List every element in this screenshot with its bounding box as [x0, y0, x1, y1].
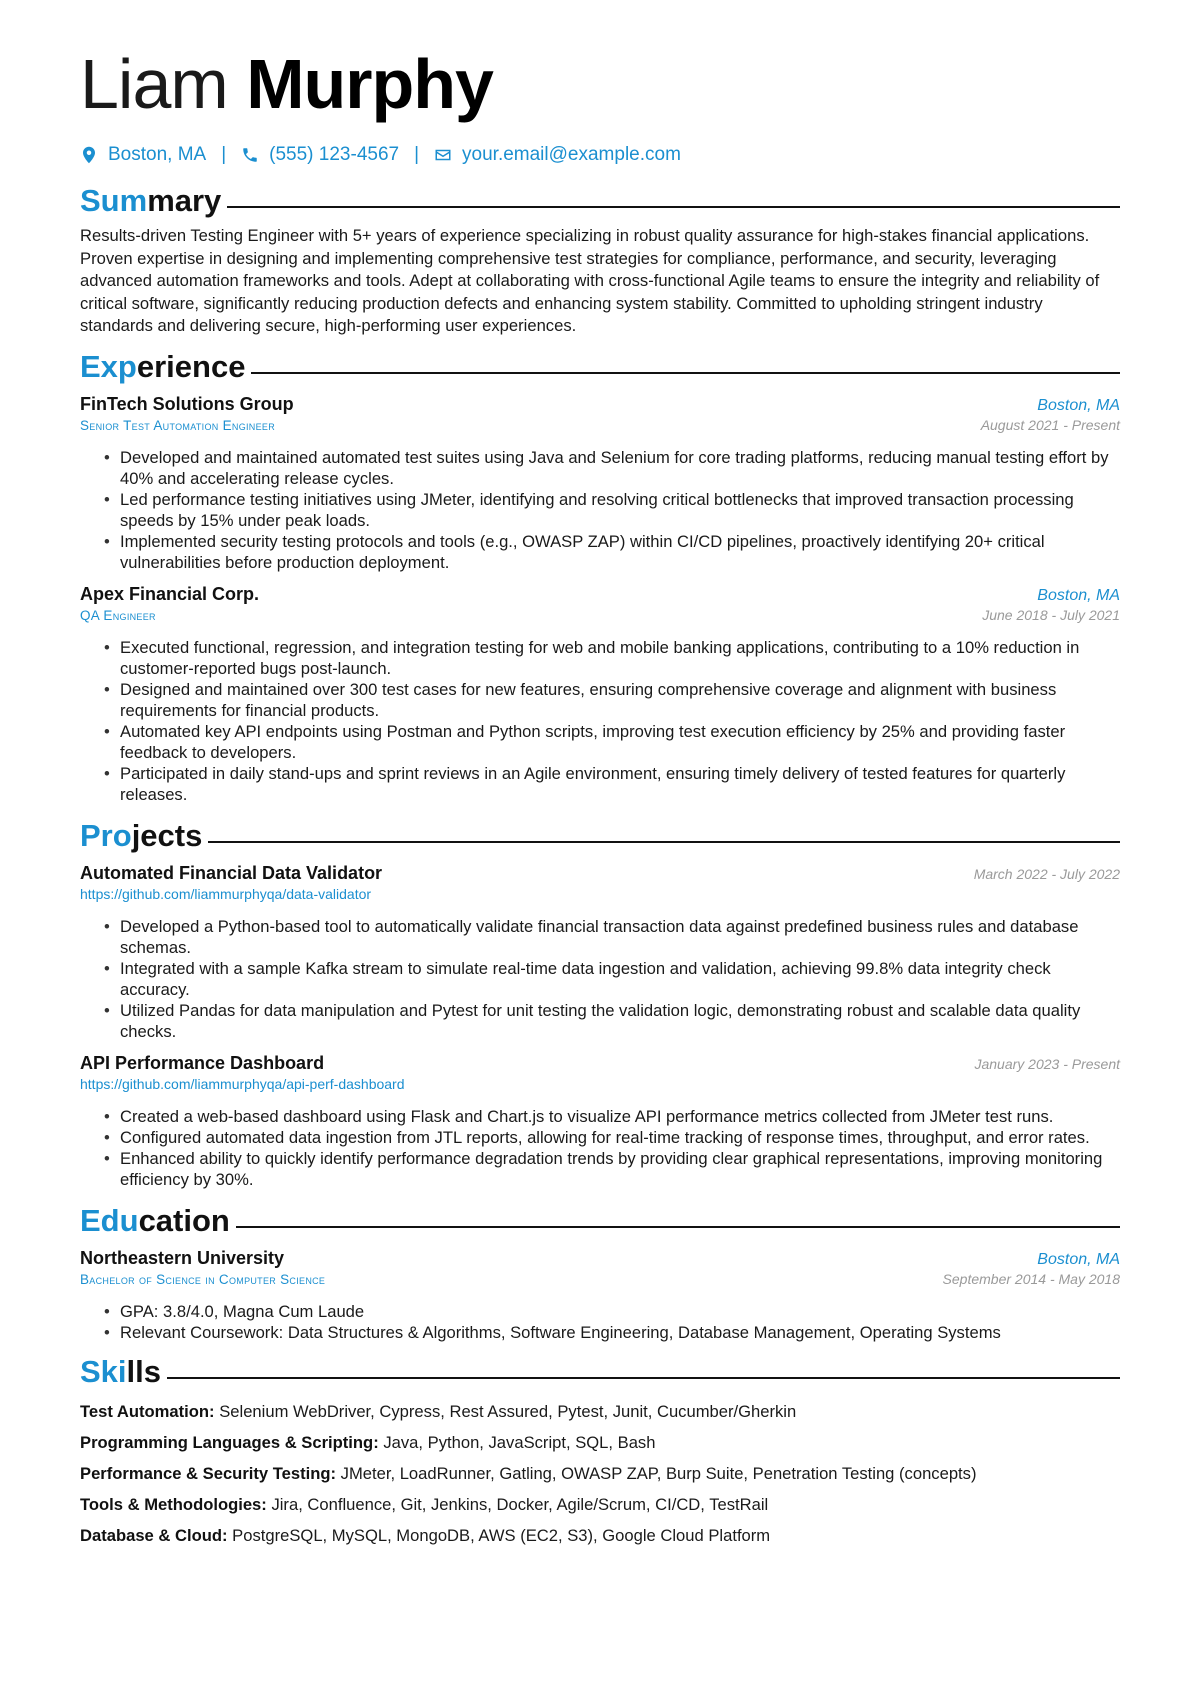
job-location: Boston, MA [1037, 586, 1120, 604]
bullet-item: • Developed and maintained automated test suites using Java and Selenium for core trading platforms, reducing manual testing effort by 40% and accelerating release cycles. [120, 447, 1120, 489]
bullet-item: • Automated key API endpoints using Postman and Python scripts, improving test execution efficiency by 25% and providing faster feedback to developers. [120, 721, 1120, 763]
skill-value: Jira, Confluence, Git, Jenkins, Docker, Agile/Scrum, CI/CD, TestRail [271, 1494, 769, 1514]
degree-title: Bachelor of Science in Computer Science [80, 1271, 326, 1287]
bullet-item: • Enhanced ability to quickly identify performance degradation trends by providing clear graphical representations, improving monitoring efficiency by 30%. [120, 1148, 1120, 1190]
heading-rest: lls [126, 1353, 161, 1389]
project-dates: March 2022 - July 2022 [973, 865, 1120, 882]
bullet-item: • Implemented security testing protocols and tools (e.g., OWASP ZAP) within CI/CD pipelines, proactively identifying 20+ critical vulnerabilities before production deployment. [120, 531, 1120, 573]
bullet-list [80, 1301, 1120, 1343]
bullet-item: • Created a web-based dashboard using Flask and Chart.js to visualize API performance metrics collected from JMeter test runs. [120, 1106, 1120, 1127]
job-dates: June 2018 - July 2021 [982, 606, 1120, 623]
school-name: Northeastern University [80, 1247, 285, 1268]
heading-accent: Pro [80, 817, 132, 853]
education-entry [80, 1248, 1120, 1343]
project-entry [80, 1053, 1120, 1190]
heading-rule [227, 206, 1120, 208]
contact-line [80, 144, 1120, 166]
education-dates: September 2014 - May 2018 [942, 1270, 1120, 1287]
skill-value: JMeter, LoadRunner, Gatling, OWASP ZAP, Burp Suite, Penetration Testing (concepts) [340, 1463, 977, 1483]
project-dates: January 2023 - Present [974, 1055, 1120, 1072]
heading-rule [251, 372, 1120, 374]
contact-phone[interactable] [241, 144, 399, 166]
bullet-list [80, 637, 1120, 805]
resume-page [80, 0, 1120, 1556]
experience-entry [80, 394, 1120, 573]
resume-header [80, 0, 1120, 166]
envelope-icon [434, 145, 452, 165]
last-name: Murphy [246, 45, 493, 123]
heading-rest: jects [131, 817, 203, 853]
heading-rest: erience [136, 348, 246, 384]
contact-email[interactable] [434, 144, 681, 166]
job-title: QA Engineer [80, 607, 156, 623]
project-title: Automated Financial Data Validator [80, 862, 383, 883]
heading-rest: cation [138, 1202, 230, 1238]
heading-rule [236, 1226, 1120, 1228]
skill-value: PostgreSQL, MySQL, MongoDB, AWS (EC2, S3), Google Cloud Platform [232, 1525, 771, 1545]
skill-row [80, 1525, 1120, 1547]
bullet-item: • GPA: 3.8/4.0, Magna Cum Laude [120, 1301, 1120, 1322]
skill-value: Java, Python, JavaScript, SQL, Bash [383, 1432, 656, 1452]
project-link[interactable]: https://github.com/liammurphyqa/data-validator [80, 885, 372, 902]
project-entry [80, 863, 1120, 1042]
school-location: Boston, MA [1037, 1250, 1120, 1268]
heading-rule [167, 1377, 1120, 1379]
projects-heading [80, 817, 1120, 855]
bullet-item: • Designed and maintained over 300 test cases for new features, ensuring comprehensive coverage and alignment with business requirements for financial products. [120, 679, 1120, 721]
skill-label: Tools & Methodologies: [80, 1494, 267, 1514]
education-heading [80, 1202, 1120, 1240]
contact-location [80, 144, 206, 166]
map-pin-icon [80, 145, 98, 165]
first-name: Liam [80, 45, 228, 123]
skill-row [80, 1401, 1120, 1423]
phone-text: (555) 123-4567 [269, 144, 400, 165]
contact-separator: | [221, 144, 227, 165]
skill-label: Programming Languages & Scripting: [80, 1432, 379, 1452]
skills-heading [80, 1353, 1120, 1391]
phone-icon [241, 145, 259, 165]
bullet-item: • Executed functional, regression, and integration testing for web and mobile banking applications, contributing to a 10% reduction in customer-reported bugs post-launch. [120, 637, 1120, 679]
heading-accent: Exp [80, 348, 137, 384]
job-title: Senior Test Automation Engineer [80, 417, 275, 433]
company-name: Apex Financial Corp. [80, 583, 260, 604]
skill-label: Performance & Security Testing: [80, 1463, 337, 1483]
skill-row [80, 1432, 1120, 1454]
skill-label: Database & Cloud: [80, 1525, 228, 1545]
bullet-item: • Integrated with a sample Kafka stream to simulate real-time data ingestion and validation, achieving 99.8% data integrity check accuracy. [120, 958, 1120, 1000]
bullet-item: • Led performance testing initiatives using JMeter, identifying and resolving critical bottlenecks that improved transaction processing speeds by 15% under peak loads. [120, 489, 1120, 531]
skill-label: Test Automation: [80, 1401, 215, 1421]
bullet-item: • Configured automated data ingestion from JTL reports, allowing for real-time tracking of response times, throughput, and error rates. [120, 1127, 1120, 1148]
skills-list [80, 1401, 1120, 1547]
contact-separator: | [414, 144, 420, 165]
bullet-list [80, 916, 1120, 1042]
company-name: FinTech Solutions Group [80, 393, 294, 414]
bullet-list [80, 1106, 1120, 1190]
email-text: your.email@example.com [462, 144, 681, 165]
skill-row [80, 1463, 1120, 1485]
heading-rest: mary [147, 183, 222, 218]
experience-heading [80, 348, 1120, 386]
skill-value: Selenium WebDriver, Cypress, Rest Assured, Pytest, Junit, Cucumber/Gherkin [219, 1401, 797, 1421]
bullet-item: • Utilized Pandas for data manipulation and Pytest for unit testing the validation logic, demonstrating robust and scalable data quality checks. [120, 1000, 1120, 1042]
bullet-item: • Participated in daily stand-ups and sprint reviews in an Agile environment, ensuring timely delivery of tested features for quarterly releases. [120, 763, 1120, 805]
job-dates: August 2021 - Present [980, 416, 1120, 433]
heading-accent: Edu [80, 1202, 139, 1238]
heading-rule [208, 841, 1120, 843]
project-title: API Performance Dashboard [80, 1052, 325, 1073]
bullet-list [80, 447, 1120, 573]
candidate-name [80, 44, 1120, 124]
experience-entry [80, 584, 1120, 805]
summary-heading [80, 182, 1120, 220]
heading-accent: Ski [80, 1353, 127, 1389]
heading-accent: Sum [80, 183, 148, 218]
skill-row [80, 1494, 1120, 1516]
bullet-item: • Developed a Python-based tool to automatically validate financial transaction data against predefined business rules and database schemas. [120, 916, 1120, 958]
bullet-item: • Relevant Coursework: Data Structures & Algorithms, Software Engineering, Database Management, Operating Systems [120, 1322, 1120, 1343]
project-link[interactable]: https://github.com/liammurphyqa/api-perf-dashboard [80, 1075, 405, 1092]
job-location: Boston, MA [1037, 396, 1120, 414]
location-text: Boston, MA [108, 144, 207, 165]
summary-text: Results-driven Testing Engineer with 5+ years of experience specializing in robust quality assurance for high-stakes financial applications. Proven expertise in designing and implementing comprehensive test strategies for compliance, performance, and security, leveraging advanced automation frameworks and tools. Adept at collaborating with cross-functional Agile teams to ensure the integrity and reliability of critical software, significantly reducing production defects and enhancing system stability. Committed to upholding stringent industry standards and delivering secure, high-performing user experiences. [80, 226, 1100, 336]
